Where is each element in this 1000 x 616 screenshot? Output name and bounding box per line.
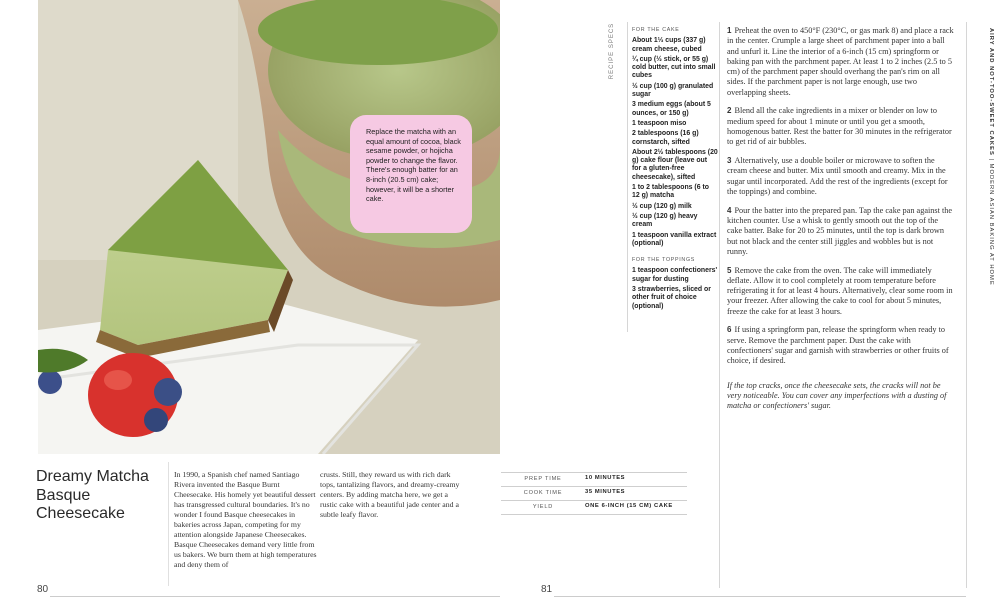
topping-ingredients-heading: FOR THE TOPPINGS xyxy=(632,257,696,264)
step-2 xyxy=(727,106,955,147)
step-text: Alternatively, use a double boiler or microwave to soften the cream cheese and butter. Mix until smooth and creamy. Mix in the sugar until incorporated. Add the rest of the ingredients (except for the toppings) and combine. xyxy=(727,156,948,196)
step-number: 5 xyxy=(727,265,732,275)
spec-row-prep xyxy=(501,472,687,486)
ingredient-item: 1 to 2 tablespoons (6 to 12 g) matcha xyxy=(632,184,709,200)
header-separator: | xyxy=(988,158,994,161)
step-text: Preheat the oven to 450°F (230°C, or gas mark 8) and place a rack in the center. Crumple a large sheet of parchment paper into a ball and unfurl it. Line the interior of a 6-inch (15 cm) springform or baking pan with the parchment paper. At least 1 to 2 inches (2.5 to 5 cm) of the parchment paper should overhang the pan's rim on all sides. If the parchment paper is not large enough, use two overlapping sheets. xyxy=(727,26,954,97)
intro-column-2: crusts. Still, they reward us with rich dark tops, tantalizing flavors, and dreamy-creamy centers. By adding matcha here, we get a rustic cake with a beautiful jade center and a subtle leafy flavor. xyxy=(320,470,460,519)
step-number: 6 xyxy=(727,325,732,335)
running-header xyxy=(982,28,994,286)
cake-ingredients xyxy=(632,37,718,248)
ingredients-list xyxy=(632,26,718,313)
topping-ingredients xyxy=(632,267,718,310)
ingredient-item: 2 tablespoons (16 g) cornstarch, sifted xyxy=(632,130,699,146)
ingredient-item: ½ cup (100 g) granulated sugar xyxy=(632,82,714,99)
ingredient-item: 3 strawberries, sliced or other fruit of choice (optional) xyxy=(632,286,711,310)
ingredient-item: 1 teaspoon vanilla extract (optional) xyxy=(632,231,717,247)
recipe-specs-table xyxy=(501,472,687,515)
step-1 xyxy=(727,26,955,98)
method-steps xyxy=(727,26,955,420)
divider xyxy=(719,22,720,588)
step-number: 3 xyxy=(727,156,732,166)
step-number: 2 xyxy=(727,106,732,116)
recipe-specs-heading-text: RECIPE SPECS xyxy=(609,22,615,80)
divider xyxy=(168,462,169,586)
footer-rule-left xyxy=(50,596,500,597)
ingredient-item: About 1⅓ cups (337 g) cream cheese, cubed xyxy=(632,37,706,53)
footer-rule-right xyxy=(554,596,966,597)
spec-row-cook xyxy=(501,486,687,500)
step-text: If using a springform pan, release the springform when ready to serve. Remove the parchment paper. Dust the cake with confectioners' sugar and garnish with strawberries or other fruits of choice, if desired. xyxy=(727,325,949,366)
spec-label: PREP TIME xyxy=(524,476,562,482)
ingredient-item: 3 medium eggs (about 5 ounces, or 150 g) xyxy=(632,101,711,117)
matcha-substitution-callout: Replace the matcha with an equal amount of cocoa, black sesame powder, or hojicha powder to change the flavor. There's enough batter for an 8-inch (20.5 cm) cake; however, it will be a shorter cake. xyxy=(350,115,472,233)
ingredient-item: ¼ cup (½ stick, or 55 g) cold butter, cut into small cubes xyxy=(632,55,716,80)
step-4 xyxy=(727,206,955,257)
tip-note: If the top cracks, once the cheesecake sets, the cracks will not be very noticeable. You can cover any imperfections with a dusting of matcha or confectioners' sugar. xyxy=(727,380,947,411)
step-text: Remove the cake from the oven. The cake will immediately deflate. Allow it to cool completely at room temperature before refrigerating it for at least 4 hours. Alternatively, clear some room in your freezer. After allowing the cake to cool for about 5 minutes, freeze the cake for at least 3 hours. xyxy=(727,265,953,316)
book-title: MODERN ASIAN BAKING AT HOME xyxy=(988,163,994,286)
step-text: Blend all the cake ingredients in a mixer or blender on low to medium speed for about 1 minute or until you get a smooth, homogenous batter. Rest the batter for 30 minutes in the refrigerator to get rid of air bubbles. xyxy=(727,106,952,147)
ingredient-item: ½ cup (120 g) heavy cream xyxy=(632,212,698,229)
page-number-right: 81 xyxy=(541,584,553,595)
spec-label: COOK TIME xyxy=(523,490,563,496)
spec-row-yield xyxy=(501,500,687,515)
step-text: Pour the batter into the prepared pan. Tap the cake pan against the kitchen counter. Use a whisk to gently smooth out the top of the cake batter. Bake for 20 to 25 minutes, until the top is dark brown but not black and the center still jiggles and wobbles but is not runny. xyxy=(727,205,953,256)
spec-value: 35 MINUTES xyxy=(585,489,626,495)
ingredient-item: 1 teaspoon miso xyxy=(632,119,687,127)
step-number: 1 xyxy=(727,26,732,35)
chapter-name: AIRY AND NOT-TOO-SWEET CAKES xyxy=(988,28,994,156)
running-header-text xyxy=(988,28,994,286)
spec-value: ONE 6-INCH (15 CM) CAKE xyxy=(585,503,673,509)
spec-value: 10 MINUTES xyxy=(585,475,626,481)
ingredient-item: About 2½ tablespoons (20 g) cake flour (leave out for a gluten-free cheesecake), sifted xyxy=(632,148,718,181)
step-6 xyxy=(727,325,955,366)
divider xyxy=(966,22,967,588)
step-list xyxy=(727,26,955,367)
spec-label: YIELD xyxy=(532,504,554,510)
recipe-title: Dreamy Matcha Basque Cheesecake xyxy=(36,468,149,522)
intro-column-1: In 1990, a Spanish chef named Santiago Rivera invented the Basque Burnt Cheesecake. His homely yet beautiful dessert has transgressed cultural boundaries. It's no wonder I found Basque cheesecakes in bakeries across Japan, competing for my attention alongside Japanese Cheesecakes. Basque Cheesecakes demand very little from us bakers. We burn them at high temperatures and deny them of xyxy=(174,470,317,569)
step-5 xyxy=(727,266,955,317)
cake-ingredients-heading: FOR THE CAKE xyxy=(632,27,680,33)
step-3 xyxy=(727,156,955,197)
ingredient-item: ½ cup (120 g) milk xyxy=(632,202,692,210)
divider xyxy=(627,22,628,332)
cheesecake-photo xyxy=(38,0,500,454)
ingredient-item: 1 teaspoon confectioners' sugar for dusting xyxy=(632,267,718,283)
recipe-specs-heading xyxy=(604,22,622,86)
step-number: 4 xyxy=(727,205,732,215)
page-number-left: 80 xyxy=(37,584,49,595)
